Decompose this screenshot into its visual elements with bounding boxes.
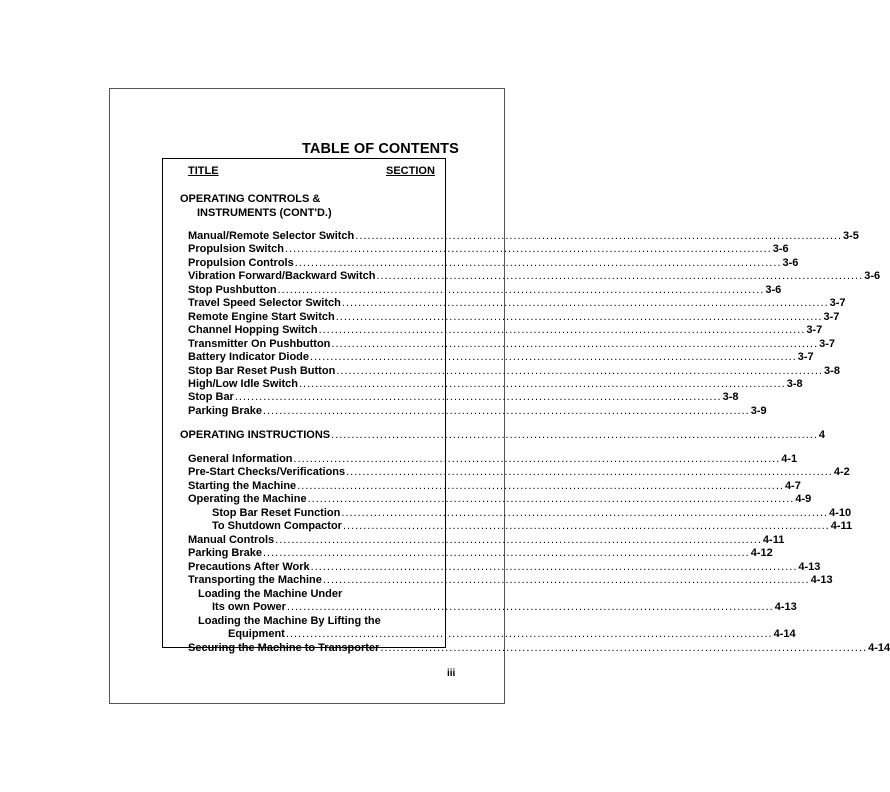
toc-entry-section: 4-12 [750, 547, 773, 559]
group-heading-line2: INSTRUMENTS (CONT'D.) [197, 207, 332, 219]
toc-entry-section: 4-14 [773, 628, 796, 640]
toc-entry [188, 391, 739, 404]
toc-entry [228, 628, 796, 641]
toc-entry-section: 3-6 [782, 257, 799, 269]
toc-entry-label: Stop Bar Reset Function [212, 507, 341, 519]
toc-entry [188, 257, 799, 270]
dot-leader: ........................................................................................................................ [297, 480, 784, 492]
dot-leader: ........................................................................................................................ [286, 601, 774, 613]
toc-entry-label: Transporting the Machine [188, 574, 322, 586]
toc-entry-section: 3-8 [722, 391, 739, 403]
toc-entry-label: Channel Hopping Switch [188, 324, 318, 336]
dot-leader: ........................................................................................................................ [341, 507, 829, 519]
toc-entry-section: 4-14 [868, 642, 890, 654]
toc-entry-label: General Information [188, 453, 293, 465]
toc-entry [188, 324, 823, 337]
dot-leader: ........................................................................................................................ [262, 547, 750, 559]
toc-entry-label: Equipment [228, 628, 285, 640]
toc-entry-label: Loading the Machine Under [198, 588, 343, 600]
toc-entry-label: Stop Pushbutton [188, 284, 277, 296]
toc-entry [188, 574, 833, 587]
toc-entry-section: 4-13 [798, 561, 821, 573]
toc-entry-section: 3-7 [819, 338, 836, 350]
toc-entry-section: 4 [818, 429, 826, 441]
dot-leader: ........................................................................................................................ [331, 338, 819, 350]
toc-entry [188, 270, 881, 283]
toc-entry-label: Manual/Remote Selector Switch [188, 230, 355, 242]
page-number: iii [447, 668, 456, 679]
toc-entry-section: 3-5 [843, 230, 859, 242]
toc-entry-label: Propulsion Controls [188, 257, 294, 269]
toc-entry-label: Propulsion Switch [188, 243, 284, 255]
toc-entry-section: 3-6 [765, 284, 782, 296]
toc-entry-section: 4-11 [762, 534, 785, 546]
toc-entry [188, 297, 846, 310]
toc-entry-section: 3-8 [786, 378, 803, 390]
toc-entry [180, 429, 826, 442]
toc-entry [198, 588, 342, 601]
toc-entry [188, 365, 840, 378]
dot-leader: ........................................................................................................................ [284, 243, 772, 255]
toc-entry-label: Securing the Machine to Transporter [188, 642, 380, 654]
toc-entry [188, 243, 789, 256]
toc-entry [188, 338, 836, 351]
toc-entry-section: 4-13 [774, 601, 797, 613]
toc-entry [188, 534, 785, 547]
dot-leader: ........................................................................................................................ [307, 493, 795, 505]
toc-entry [188, 561, 821, 574]
dot-leader: ........................................................................................................................ [380, 642, 868, 654]
toc-entry-label: Remote Engine Start Switch [188, 311, 335, 323]
dot-leader: ........................................................................................................................ [322, 574, 810, 586]
dot-leader: ........................................................................................................................ [331, 429, 818, 441]
toc-entry-section: 3-7 [829, 297, 846, 309]
toc-entry-label: Vibration Forward/Backward Switch [188, 270, 376, 282]
toc-entry [188, 230, 859, 243]
toc-entry-section: 3-9 [750, 405, 767, 417]
toc-entry-label: High/Low Idle Switch [188, 378, 298, 390]
toc-entry [212, 601, 797, 614]
toc-entry-section: 3-7 [823, 311, 840, 323]
toc-entry [188, 351, 814, 364]
dot-leader: ........................................................................................................................ [376, 270, 864, 282]
group-heading-line1: OPERATING CONTROLS & [180, 193, 321, 205]
toc-entry-label: Precautions After Work [188, 561, 310, 573]
dot-leader: ........................................................................................................................ [341, 297, 829, 309]
toc-entry [188, 378, 803, 391]
toc-entry-section: 4-2 [833, 466, 850, 478]
dot-leader: ........................................................................................................................ [277, 284, 765, 296]
toc-entry [188, 405, 767, 418]
toc-entry-label: Starting the Machine [188, 480, 297, 492]
toc-entry-label: Pre-Start Checks/Verifications [188, 466, 346, 478]
dot-leader: ........................................................................................................................ [342, 520, 830, 532]
dot-leader: ........................................................................................................................ [335, 311, 823, 323]
toc-entry [188, 284, 782, 297]
toc-entry-label: Travel Speed Selector Switch [188, 297, 341, 309]
dot-leader: ........................................................................................................................ [234, 391, 722, 403]
toc-entry [188, 453, 798, 466]
toc-entry-section: 4-7 [784, 480, 801, 492]
toc-entry-section: 4-9 [795, 493, 812, 505]
toc-entry [188, 480, 801, 493]
toc-entry-label: Parking Brake [188, 547, 262, 559]
toc-entry-label: Transmitter On Pushbutton [188, 338, 331, 350]
toc-entry [188, 466, 850, 479]
toc-entry-section: 4-13 [810, 574, 833, 586]
dot-leader: ........................................................................................................................ [275, 534, 762, 546]
toc-entry-section: 3-8 [824, 365, 840, 377]
dot-leader: ........................................................................................................................ [299, 378, 786, 390]
toc-entry-section: 4-10 [829, 507, 852, 519]
column-header-section: SECTION [386, 165, 435, 177]
dot-leader: ........................................................................................................................ [285, 628, 773, 640]
toc-entry-label: Operating the Machine [188, 493, 307, 505]
column-header-title: TITLE [188, 165, 219, 177]
toc-entry-label: Parking Brake [188, 405, 262, 417]
dot-leader: ........................................................................................................................ [310, 351, 797, 363]
dot-leader: ........................................................................................................................ [262, 405, 750, 417]
toc-entry-section: 3-6 [772, 243, 789, 255]
toc-entry-section: 4-11 [830, 520, 853, 532]
toc-entry-section: 4-1 [781, 453, 798, 465]
toc-entry-label: Loading the Machine By Lifting the [198, 615, 381, 627]
toc-entry-label: Stop Bar Reset Push Button [188, 365, 336, 377]
toc-entry-label: Its own Power [212, 601, 286, 613]
toc-entry [212, 507, 852, 520]
toc-entry [188, 547, 773, 560]
dot-leader: ........................................................................................................................ [310, 561, 798, 573]
dot-leader: ........................................................................................................................ [355, 230, 843, 242]
toc-entry-label: OPERATING INSTRUCTIONS [180, 429, 331, 441]
page-title: TABLE OF CONTENTS [302, 141, 459, 157]
toc-entry [188, 311, 840, 324]
dot-leader: ........................................................................................................................ [294, 257, 782, 269]
toc-entry-label: To Shutdown Compactor [212, 520, 342, 532]
dot-leader: ........................................................................................................................ [293, 453, 781, 465]
toc-entry-label: Stop Bar [188, 391, 234, 403]
toc-entry-section: 3-6 [864, 270, 881, 282]
toc-entry-label: Manual Controls [188, 534, 275, 546]
dot-leader: ........................................................................................................................ [336, 365, 824, 377]
toc-entry [188, 642, 890, 655]
toc-entry [198, 615, 381, 628]
dot-leader: ........................................................................................................................ [318, 324, 806, 336]
dot-leader: ........................................................................................................................ [346, 466, 833, 478]
toc-entry [188, 493, 812, 506]
toc-entry-section: 3-7 [797, 351, 814, 363]
toc-entry-section: 3-7 [806, 324, 823, 336]
toc-entry-label: Battery Indicator Diode [188, 351, 310, 363]
toc-entry [212, 520, 853, 533]
